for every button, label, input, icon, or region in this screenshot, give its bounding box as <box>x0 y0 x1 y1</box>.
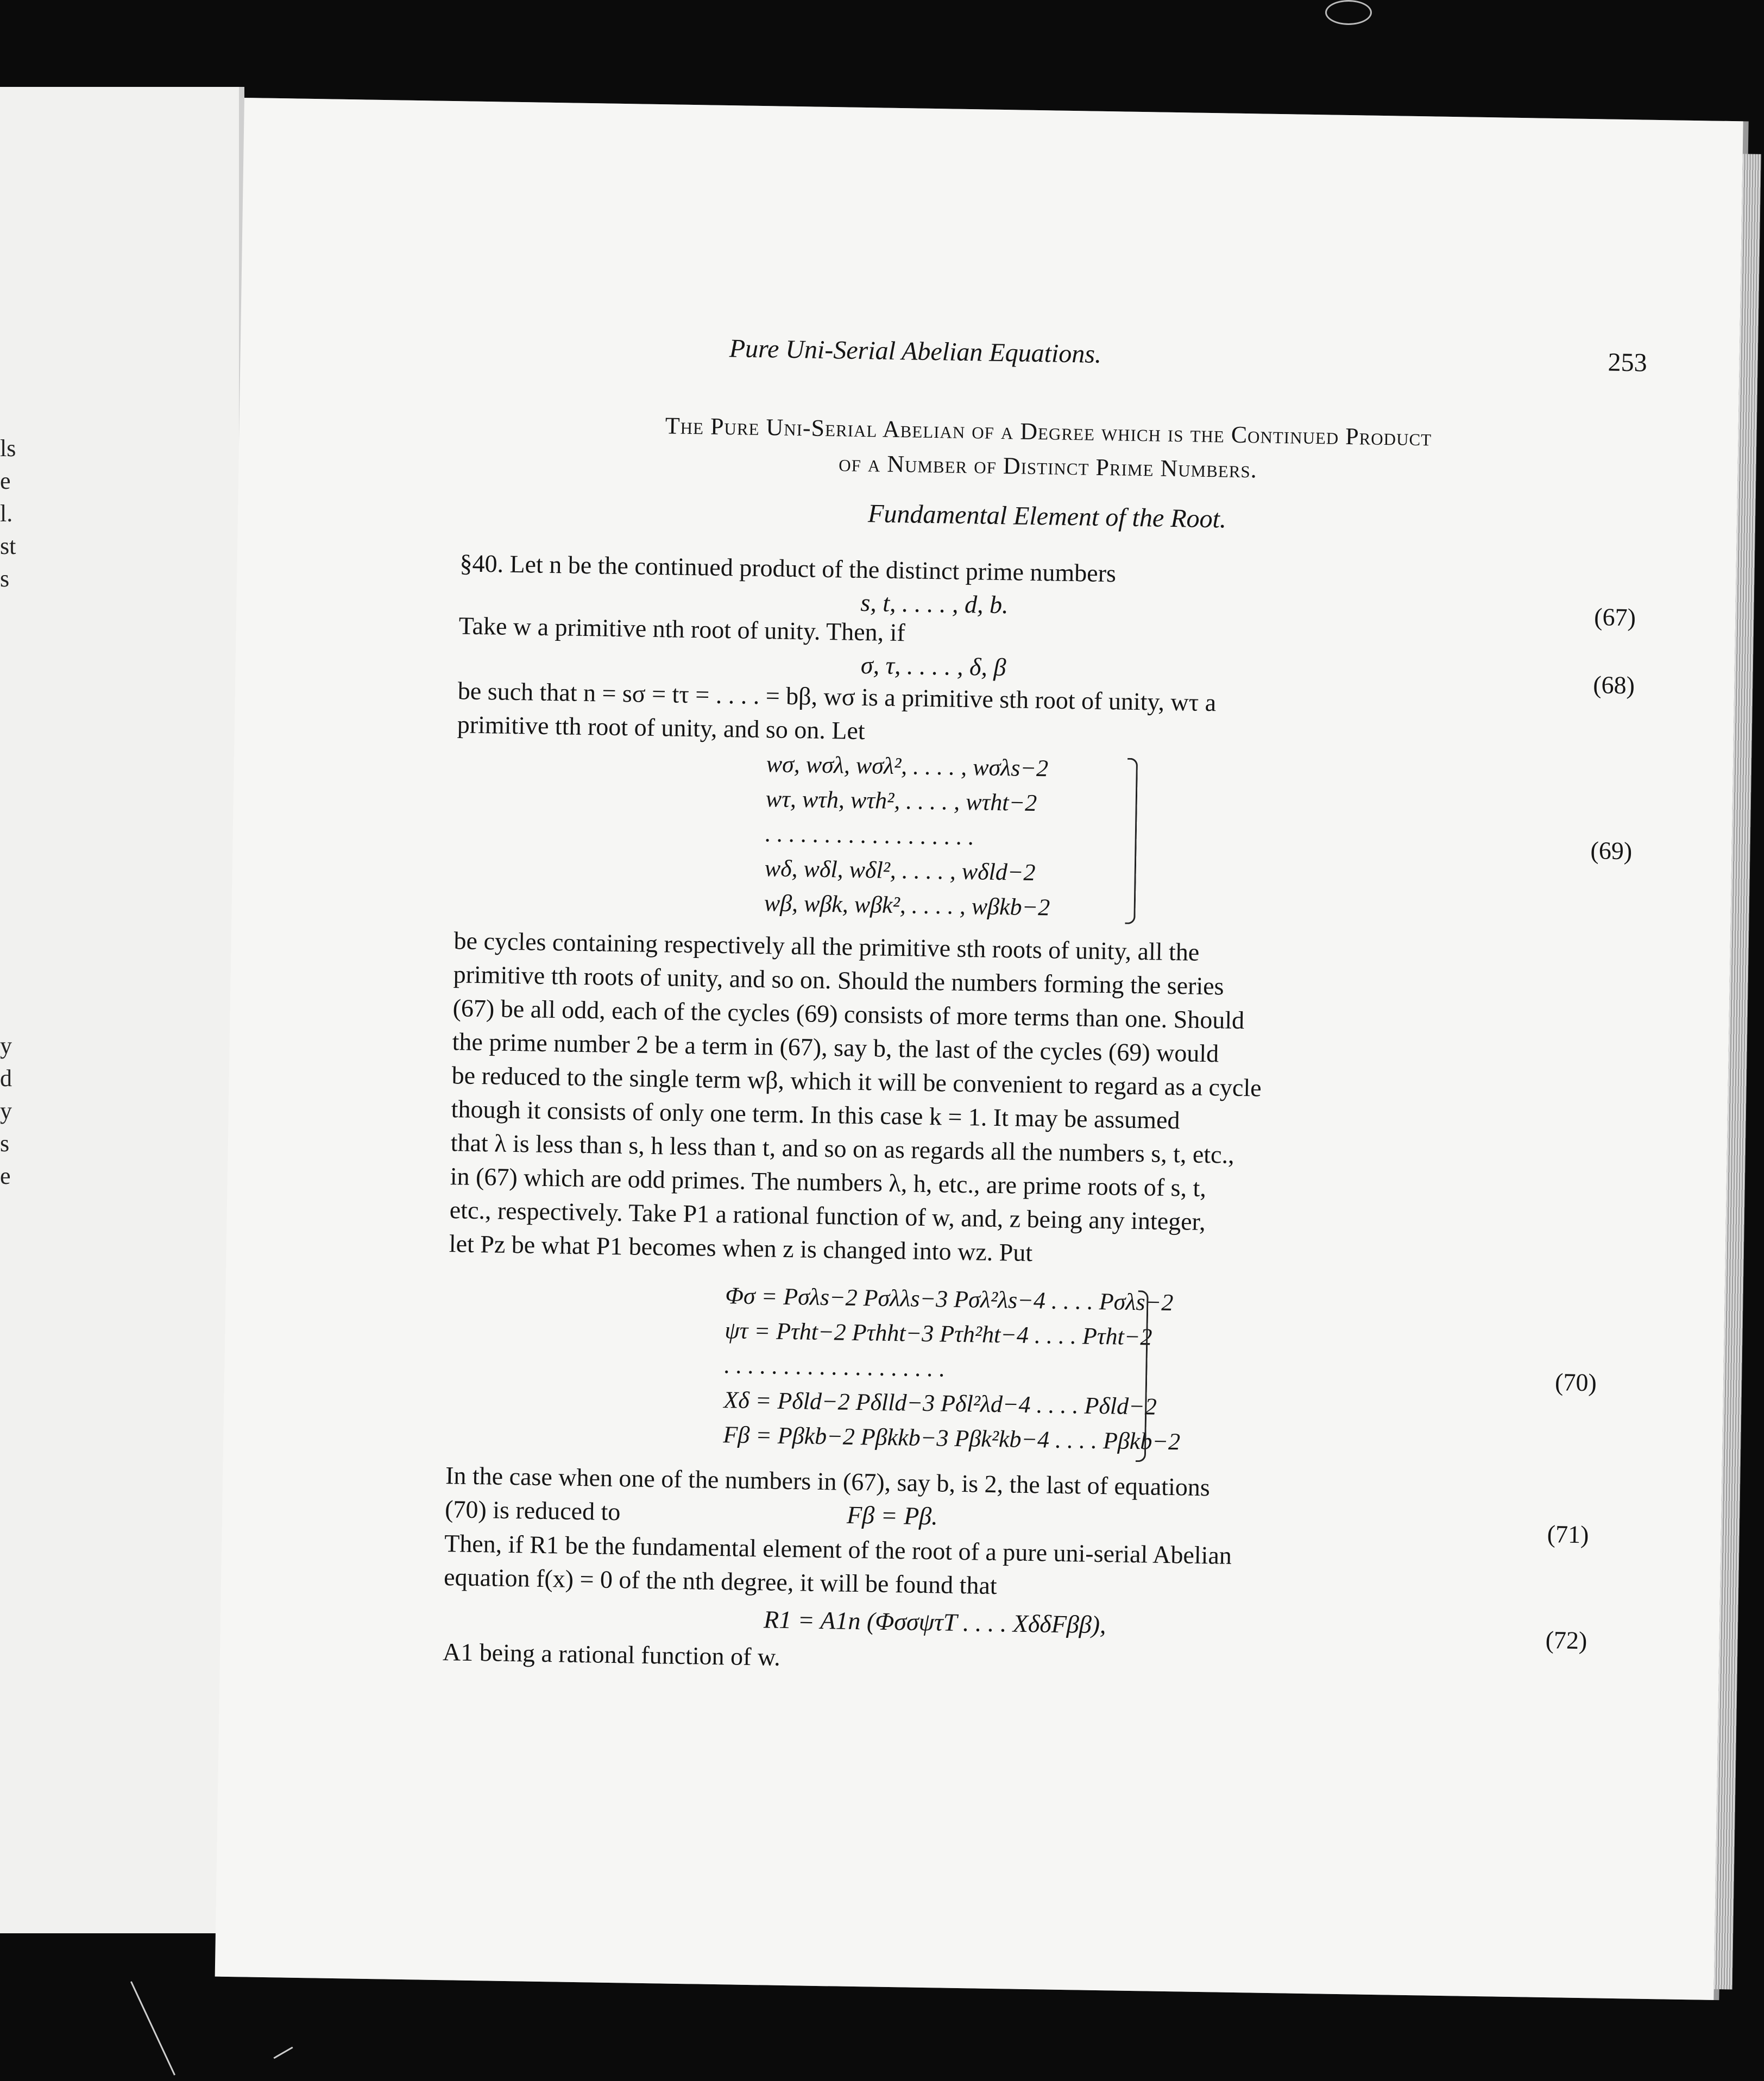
scan-artifact <box>1325 0 1372 25</box>
section-title-line: of a Number of Distinct Prime Numbers. <box>838 450 1258 483</box>
running-title: Pure Uni-Serial Abelian Equations. <box>729 334 1102 369</box>
paragraph-line: be such that n = sσ = tτ = . . . . = bβ, wσ is a primitive sth root of unity, wτ a <box>457 677 1217 717</box>
left-fragment: ls <box>0 435 16 462</box>
array-row: Fβ = Pβkb−2 Pβkkb−3 Pβk²kb−4 . . . . Pβkb−2 <box>723 1421 1181 1455</box>
left-fragment: e <box>0 468 11 494</box>
paragraph-line: Then, if R1 be the fundamental element of the root of a pure uni-serial Abelian <box>444 1529 1232 1569</box>
paragraph <box>449 924 1635 1279</box>
section-title <box>456 405 1641 493</box>
equation-number: (70) <box>1554 1368 1597 1397</box>
paragraph: §40. Let n be the continued product of the distinct prime numbers <box>459 549 1117 588</box>
equation-number: (68) <box>1592 671 1635 699</box>
paragraph-line: etc., respectively. Take P1 a rational function of w, and, z being any integer, <box>449 1196 1206 1236</box>
paragraph-line: the prime number 2 be a term in (67), say b, the last of the cycles (69) would <box>452 1027 1219 1068</box>
array-row: wδ, wδl, wδl², . . . . , wδld−2 <box>764 855 1036 886</box>
array-row: wτ, wτh, wτh², . . . . , wτht−2 <box>765 785 1037 817</box>
equation-72: R1 = A1n (ΦσσψτΤ . . . . XδδFββ), <box>763 1605 1106 1639</box>
array-row: wβ, wβk, wβk², . . . . , wβkb−2 <box>764 890 1050 921</box>
scan-artifact <box>273 2047 293 2059</box>
array-row: . . . . . . . . . . . . . . . . . . . <box>724 1352 946 1382</box>
paragraph-line: that λ is less than s, h less than t, and so on as regards all the numbers s, t, etc., <box>450 1128 1234 1169</box>
array-row: Φσ = Pσλs−2 Pσλλs−3 Pσλ²λs−4 . . . . Pσλs−2 <box>725 1282 1174 1316</box>
equation-number: (71) <box>1547 1520 1589 1549</box>
left-fragment: y <box>0 1032 12 1059</box>
equation-number: (67) <box>1593 603 1636 632</box>
page-number: 253 <box>1608 348 1648 377</box>
equation-71: Fβ = Pβ. <box>846 1500 938 1530</box>
equation-70-array <box>723 1278 1183 1459</box>
left-fragment: d <box>0 1065 12 1092</box>
left-fragment: s <box>0 565 10 592</box>
paragraph: A1 being a rational function of w. <box>442 1638 781 1671</box>
paragraph: Take w a primitive nth root of unity. Then, if <box>458 611 906 647</box>
page-edge <box>1714 154 1761 1989</box>
array-row: Xδ = Pδld−2 Pδlld−3 Pδl²λd−4 . . . . Pδld−2 <box>723 1386 1157 1420</box>
equation-67: s, t, . . . . , d, b. <box>860 588 1009 619</box>
book-page <box>215 98 1743 2000</box>
paragraph-line: let Pz be what P1 becomes when z is changed into wz. Put <box>449 1229 1033 1267</box>
left-fragment: e <box>0 1163 11 1189</box>
left-fragment: l. <box>0 500 13 527</box>
equation-69-array <box>764 747 1052 925</box>
section-title-line: The Pure Uni-Serial Abelian of a Degree which is the Continued Product <box>665 412 1432 451</box>
paragraph-line: primitive tth root of unity, and so on. Let <box>457 710 866 745</box>
equation-68: σ, τ, . . . . , δ, β <box>860 651 1006 682</box>
scan-artifact <box>130 1981 175 2075</box>
equation-number: (72) <box>1545 1625 1587 1655</box>
left-facing-page <box>0 87 244 1933</box>
paragraph-line: equation f(x) = 0 of the nth degree, it will be found that <box>443 1563 998 1600</box>
subsection-title: Fundamental Element of the Root. <box>867 499 1227 534</box>
array-row: ψτ = Pτht−2 Pτhht−3 Pτh²ht−4 . . . . Pτht−2 <box>724 1317 1152 1351</box>
paragraph-line: In the case when one of the numbers in (67), say b, is 2, the last of equations <box>445 1461 1211 1502</box>
right-brace <box>1125 758 1138 924</box>
equation-number: (69) <box>1590 836 1633 865</box>
paragraph-line: primitive tth roots of unity, and so on. Should the numbers forming the series <box>453 960 1224 1000</box>
left-fragment: y <box>0 1098 12 1124</box>
array-row: wσ, wσλ, wσλ², . . . . , wσλs−2 <box>766 751 1049 782</box>
paragraph-line: be cycles containing respectively all the primitive sth roots of unity, all the <box>453 926 1200 966</box>
left-fragment: st <box>0 533 16 559</box>
paragraph-line: though it consists of only one term. In this case k = 1. It may be assumed <box>451 1095 1180 1134</box>
paragraph-line: be reduced to the single term wβ, which it will be convenient to regard as a cycle <box>451 1061 1262 1102</box>
paragraph-line: in (67) which are odd primes. The numbers λ, h, etc., are prime roots of s, t, <box>450 1162 1207 1202</box>
array-row: . . . . . . . . . . . . . . . . . . <box>765 820 975 850</box>
paragraph-line: (67) be all odd, each of the cycles (69) consists of more terms than one. Should <box>452 994 1245 1035</box>
paragraph-line: (70) is reduced to <box>444 1495 621 1526</box>
left-fragment: s <box>0 1130 10 1157</box>
page-header <box>729 333 1647 386</box>
paragraph <box>457 674 1639 760</box>
